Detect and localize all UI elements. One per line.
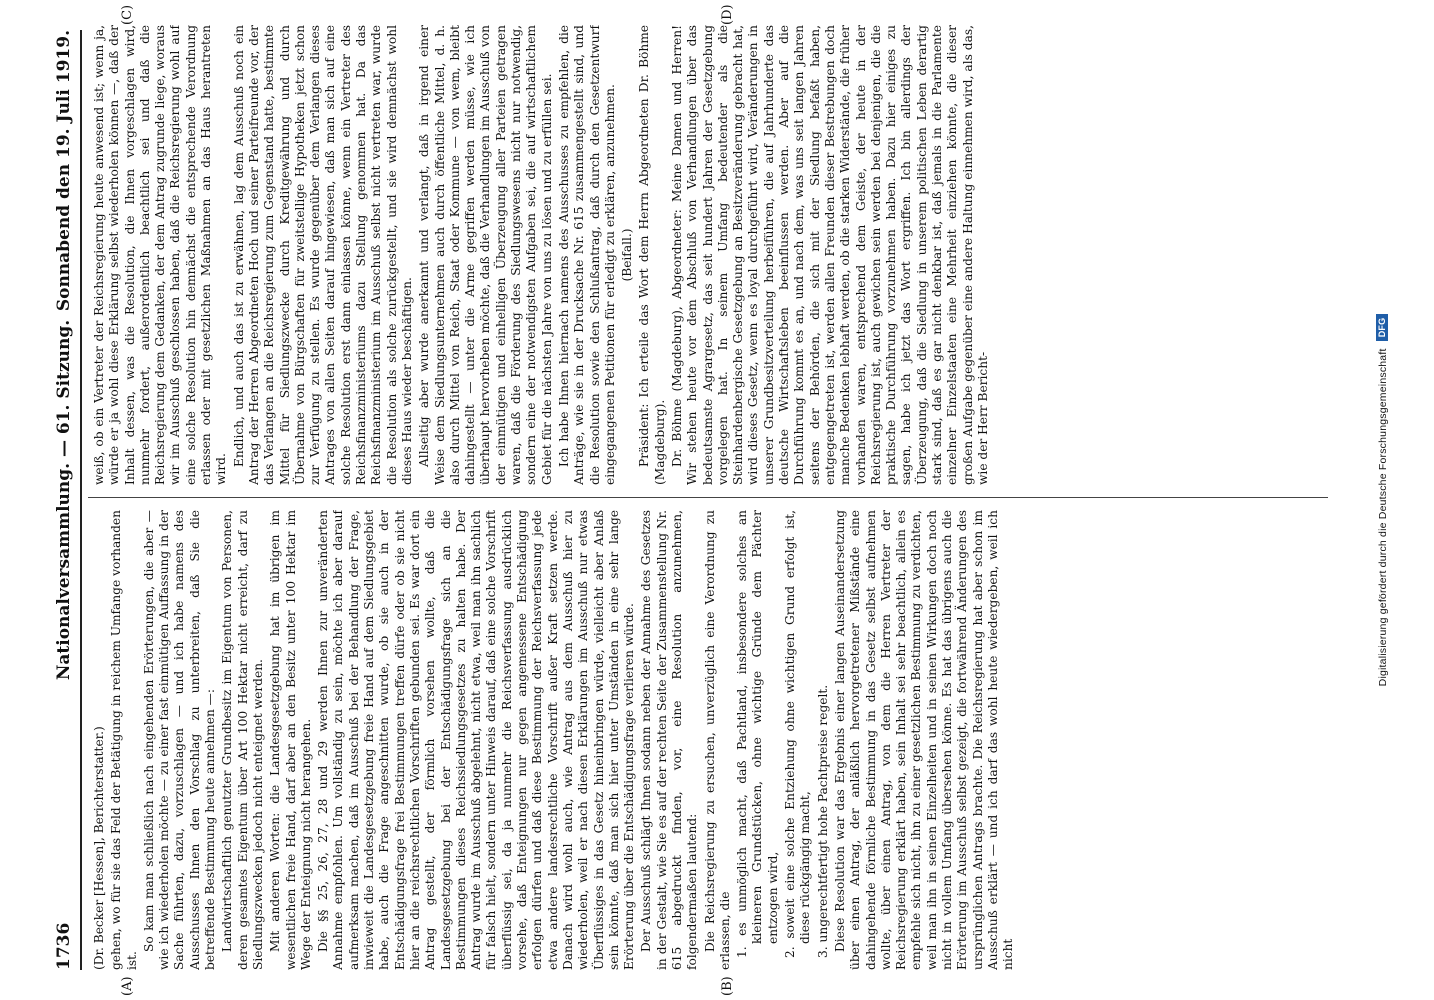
header-date: Sonnabend den 19. Juli 1919.	[54, 30, 74, 312]
margin-marker-a: (A)	[120, 976, 135, 996]
quoted-provision: Landwirtschaftlich genutzter Grundbesitz im Eigentum von Personen, deren gesamtes Eigentum über Art 100 Hektar nicht erreicht, darf zu Siedlungszwecken jedoch nicht enteignet werden.	[220, 510, 265, 970]
resolution-item: 2. soweit eine solche Entziehung ohne wichtigen Grund erfolgt ist, diese rückgängig macht,	[783, 510, 813, 958]
resolution-intro: Die Reichsregierung zu ersuchen, unverzüglich eine Verordnung zu erlassen, die	[702, 510, 732, 970]
column-divider	[88, 497, 1328, 498]
paragraph: Mit anderen Worten: die Landesgesetzgebung hat im übrigen im wesentlichen freie Hand, darf aber an den Besitz unter 100 Hektar im Wege der Enteignung nicht herangehen.	[268, 510, 313, 970]
paragraph: weiß, ob ein Vertreter der Reichsregierung heute anwesend ist; wenn ja, würde er ja wohl diese Erklärung selbst wiederholen können —, daß der Inhalt dessen, was die Resolution, die Ihnen vorgeschlagen wird, nunmehr fordert, außerordentlich beachtlich sei und daß die Reichsregierung dem Gedanken, der dem Antrag zugrunde liege, woraus wir im Ausschuß geschlossen haben, daß die Reichsregierung wohl auf eine solche Resolution hin demnächst die entsprechende Verordnung erlassen oder mit gesetzlichen Maßnahmen an das Haus herantreten wird.	[92, 25, 229, 485]
dfg-logo: DFG	[1376, 314, 1388, 342]
paragraph: gehen, wo für sie das Feld der Betätigung in reichem Umfange vorhanden ist.	[109, 510, 139, 970]
paragraph: Diese Resolution war das Ergebnis einer langen Auseinandersetzung über einen Antrag, der anläßlich hervorgetretener Mißstände eine dahingehende förmliche Bestimmung in das Gesetz selbst aufnehmen wollte, über einen Antrag, von dem die Herren Vertreter der Reichsregierung erklärt haben, sein Inhalt sei sehr beachtlich, allein es empfehle sich nicht, ihn zu einer gesetzlichen Bestimmung zu verdichten, weil man ihn in seinen Einzelheiten und in seinen Wirkungen doch noch nicht in vollem Umfang übersehen könne. Es hat das übrigens auch die Erörterung im Ausschuß selbst gezeigt, die fortwährend Änderungen des ursprünglichen Antrags brachte. Die Reichsregierung hat aber schon im Ausschuß erklärt — und ich darf das wohl heute wiedergeben, weil ich nicht	[832, 510, 1016, 970]
speech-paragraph: Dr. Böhme (Magdeburg), Abgeordneter: Meine Damen und Herren! Wir stehen heute vor dem Abschluß von Verhandlungen über das bedeutsamste Agrargesetz, das seit hundert Jahren der Gesetzgebung vorgelegen hat. In seinem Umfang bedeutender als die Steinhardenbergische Gesetzgebung an Besitzveränderung gebracht hat, wird dieses Gesetz, wenn es loyal durchgeführt wird, Veränderungen in unserer Grundbesitzverteilung herbeiführen, die auf Jahrhunderte das deutsche Wirtschaftsleben beeinflussen werden. Aber auf die Durchführung kommt es an, und nach dem, was uns seit langen Jahren seitens der Behörden, die sich mit der Siedlung befaßt haben, entgegengetreten ist, werden allen Freunden dieser Bestrebungen doch manche Bedenken lebhaft werden, ob die starken Widerstände, die früher vorhanden waren, entsprechend dem Geiste, der heute in der Reichsregierung ist, auch gewichen sein werden bei denjenigen, die die praktische Durchführung vorzunehmen haben. Dazu hier einiges zu sagen, habe ich jetzt das Wort ergriffen. Ich bin allerdings der Überzeugung, daß die Siedlung in unserem politischen Leben derartig stark sind, daß es gar nicht denkbar ist, daß jemals in die Parlamente einzelner Einzelstaaten eine Mehrheit einziehen könnte, die dieser großen Aufgabe gegenüber eine andere Haltung einnehmen wird, als das, wie der Herr Bericht-	[669, 25, 990, 485]
digitization-credit	[1376, 0, 1398, 1000]
speaker-attribution: (Dr. Becker [Hessen], Berichterstatter.)	[92, 726, 106, 970]
margin-marker-b: (B)	[720, 976, 735, 996]
applause-note: (Beifall.)	[620, 228, 635, 282]
margin-marker-c: (C)	[120, 4, 135, 25]
paragraph: Die §§ 25, 26, 27, 28 und 29 werden Ihnen zur unveränderten Annahme empfohlen. Um vollständig zu sein, möchte ich aber darauf aufmerksam machen, daß im Ausschuß bei der Behandlung der Frage, inwieweit die Landesgesetzgebung freie Hand auf dem Siedlungsgebiet habe, auch die Frage angeschnitten wurde, ob sie auch in der Entschädigungsfrage frei Bestimmungen treffen dürfe oder ob sie nicht hier an die reichsrechtlichen Vorschriften gebunden sei. Es war dort ein Antrag gestellt, der förmlich vorsehen wollte, daß die Landesgesetzgebung bei der Entschädigungsfrage sich an die Bestimmungen dieses Reichssiedlungsgesetzes zu halten habe. Der Antrag wurde im Ausschuß abgelehnt, nicht etwa, weil man ihn sachlich für falsch hielt, sondern unter Hinweis darauf, daß eine solche Vorschrift überflüssig sei, da ja nunmehr die Reichsverfassung ausdrücklich vorsehe, daß Enteignungen nur gegen angemessene Entschädigung erfolgen dürfen und daß diese Bestimmung der Reichsverfassung jede etwa andere landesrechtliche Vorschrift außer Kraft setzen werde. Danach wird wohl auch, wie Antrag aus dem Ausschuß hier zu wiederholen, weil er nach diesen Erklärungen im Ausschuß nur etwas Überflüssiges in das Gesetz hineinbringen würde, vielleicht aber Anlaß sein könnte, daß man sich hier unter Umständen in eine sehr lange Erörterung über die Entschädigungsfrage verlieren würde.	[316, 510, 637, 970]
margin-marker-d: (D)	[720, 4, 735, 25]
president-remark: Präsident: Ich erteile das Wort dem Herrn Abgeordneten Dr. Böhme (Magdeburg).	[637, 25, 667, 485]
paragraph: So kam man schließlich nach eingehenden Erörterungen, die aber — wie ich wiederholen möchte — zu einer fast einmütigen Auffassung in der Sache führten, dazu, vorzuschlagen — und ich habe namens des Ausschusses Ihnen den Vorschlag zu unterbreiten, daß Sie die betreffende Bestimmung heute annehmen —:	[141, 510, 218, 970]
resolution-item: 1. es unmöglich macht, daß Pachtland, insbesondere solches an kleineren Grundstücken, ohne wichtige Gründe dem Pächter entzogen wird,	[735, 510, 780, 958]
running-head: Nationalversammlung. — 61. Sitzung.	[54, 319, 74, 681]
page-number: 1736	[54, 922, 74, 970]
paragraph: Der Ausschuß schlägt Ihnen sodann neben der Annahme des Gesetzes in der Gestalt, wie Sie es auf der rechten Seite der Zusammenstellung Nr. 615 abgedruckt finden, vor, eine Resolution anzunehmen, folgendermaßen lautend:	[639, 510, 700, 970]
page-header	[44, 30, 82, 970]
paragraph: Endlich, und auch das ist zu erwähnen, lag dem Ausschuß noch ein Antrag der Herren Abgeordneten Hoch und seiner Parteifreunde vor, der das Verlangen an die Reichsregierung zum Gegenstand hatte, bestimmte Mittel für Siedlungszwecke durch Kreditgewährung und durch Übernahme von Bürgschaften für zweitstellige Hypotheken jetzt schon zur Verfügung zu stellen. Es wurde gegenüber dem Verlangen dieses Antrages von allen Seiten darauf hingewiesen, daß man sich auf eine solche Resolution erst dann einlassen könne, wenn ein Vertreter des Reichsfinanzministeriums dazu Stellung genommen hat. Da das Reichsfinanzministerium im Ausschuß selbst nicht vertreten war, wurde die Resolution als solche zurückgestellt, und sie wird demnächst wohl dieses Haus wieder beschäftigen.	[231, 25, 414, 485]
paragraph: Ich habe Ihnen hiernach namens des Ausschusses zu empfehlen, die Anträge, wie sie in der Drucksache Nr. 615 zusammengestellt sind, und die Resolution sowie den Schlußantrag, daß durch den Gesetzentwurf eingegangenen Petitionen für erledigt zu erklären, anzunehmen.	[556, 25, 617, 485]
paragraph: Allseitig aber wurde anerkannt und verlangt, daß in irgend einer Weise dem Siedlungsunternehmen auch durch öffentliche Mittel, d. h. also durch Mittel von Reich, Staat oder Kommune — von wem, bleibt dahingestellt — unter die Arme gegriffen werden müsse, wie ich überhaupt hervorheben möchte, daß die Verhandlungen im Ausschuß von der einmütigen und einhelligen Überzeugung aller Parteien getragen waren, daß die Förderung des Siedlungswesens nicht nur notwendig, sondern eine der notwendigsten Aufgaben sei, die auf wirtschaftlichem Gebiet für die nächsten Jahre von uns zu lösen und zu erfüllen sei.	[417, 25, 554, 485]
right-column	[92, 25, 1322, 485]
left-column	[92, 510, 1322, 970]
credit-text: Digitalisierung gefördert durch die Deutsche Forschungsgemeinschaft	[1377, 348, 1389, 687]
resolution-item: 3. ungerechtfertigt hohe Pachtpreise regelt.	[815, 684, 830, 958]
